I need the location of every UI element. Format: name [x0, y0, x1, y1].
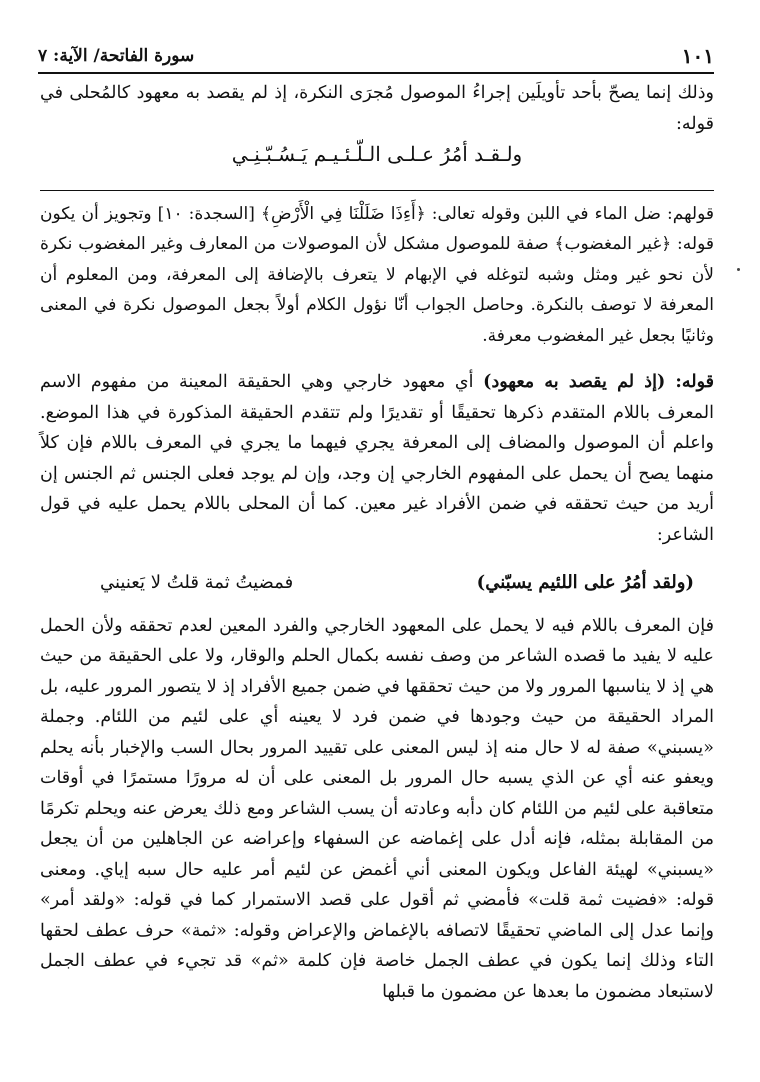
main-text — [40, 78, 714, 1007]
main-verse: ولـقـد أمُرُ عـلـى الـلّـئـيـم يَـسُـبّـنِـي — [231, 142, 523, 166]
running-title: سورة الفاتحة/ الآية: ٧ — [38, 46, 195, 66]
commentary-paragraph-1 — [40, 367, 714, 550]
commentary-section — [40, 367, 714, 1007]
divider — [40, 190, 714, 191]
footnote-text: قولهم: ضل الماء في اللبن وقوله تعالى: ﴿أَءِذَا ضَلَلْنَا فِي الْأَرْضِ﴾ [السجدة: ١٠] وتجويز أن يكون قوله: ﴿غير المغضوب﴾ صفة للموصول مشكل لأن الموصولات من المعارف وغير المغضوب نكرة لأن نحو غير ومثل وشبه لتوغله في الإبهام لا يتعرف بالإضافة إلى المعرفة، ومن المعلوم أن المعرفة لا توصف بالنكرة. وحاصل الجواب أنّا نؤول الكلام أولاً بجعل الموصول نكرة في المعنى وثانيًا بجعل غير المغضوب معرفة. — [40, 203, 714, 346]
commentary-text-1: أي معهود خارجي وهي الحقيقة المعينة من مفهوم الاسم المعرف باللام المتقدم ذكرها تحقيقًا أو تقديرًا ولم تتقدم الحقيقة المذكورة في هذا الموضع. واعلم أن الموصول والمضاف إلى المعرفة يجري فيهما ما يجري في المعرف باللام فإن كلاً منهما يصح أن يحمل على المفهوم الخارجي إن وجد، وإن لم يوجد فعلى الجنس ثم الجنس إن أريد من حيث تحققه في ضمن الأفراد غير معين. كما أن المحلى باللام يحمل عليه في قول الشاعر: — [40, 372, 714, 545]
commentary-paragraph-2: فإن المعرف باللام فيه لا يحمل على المعهود الخارجي والفرد المعين لعدم تحققه ولأن الحمل عليه لا يفيد ما قصده الشاعر من وصف نفسه بكمال الحلم والوقار، ولا على الحقيقة من حيث هي إذ لا يناسبها المرور ولا من حيث تحققها في ضمن جميع الأفراد إذ لا يتصور المرور عليه، بل المراد الحقيقة من حيث وجودها في ضمن فرد لا يعينه أي على لئيم من اللئام. وجملة «يسبني» صفة له لا حال منه إذ ليس المعنى على تقييد المرور بحال السب والإخبار بأنه يحلم ويعفو عنه أي عن الذي يسبه حال المرور بل المعنى على أن له مرورًا مستمرًا في أوقات متعاقبة على لئيم من اللئام كان دأبه وعادته أن يسب الشاعر ومع ذلك يعرض عنه ويحلم تكرمًا من المقابلة بمثله، فإنه أدل على إغماضه عن السفهاء وإعراضه عن الجاهلين من أن يجعل «يسبني» لهيئة الفاعل ويكون المعنى أني أغمض عن لئيم أمر عليه حال سبه إياي. ومعنى قوله: «فضيت ثمة قلت» فأمضي ثم أقول على قصد الاستمرار كما في قوله: «ولقد أمر» وإنما عدل إلى الماضي تحقيقًا لاتصافه بالإغماض والإعراض وقوله: «ثمة» حرف عطف لحقها التاء وذلك إنما يكون في عطف الجمل خاصة فإن كلمة «ثم» قد تجيء في عطف الجمل لاستبعاد مضمون ما بعدها عن مضمون ما قبلها — [40, 615, 714, 1002]
page-number: ١٠١ — [681, 44, 714, 68]
main-paragraph: وذلك إنما يصحّ بأحد تأويلَين إجراءُ الموصول مُجرَى النكرة، إذ لم يقصد به معهود كالمُحلى في قوله: — [40, 83, 714, 134]
verse-first-hemistich: (ولقد أمُرُ على اللئيم يسبّني) — [476, 572, 694, 593]
verse-second-hemistich: فمضيتُ ثمة قلتُ لا يَعنيني — [100, 572, 294, 593]
page-header — [38, 40, 714, 74]
quoted-verse — [100, 568, 694, 599]
commentary-label: قوله: (إذ لم يقصد به معهود) — [483, 372, 715, 392]
margin-mark — [737, 268, 740, 271]
